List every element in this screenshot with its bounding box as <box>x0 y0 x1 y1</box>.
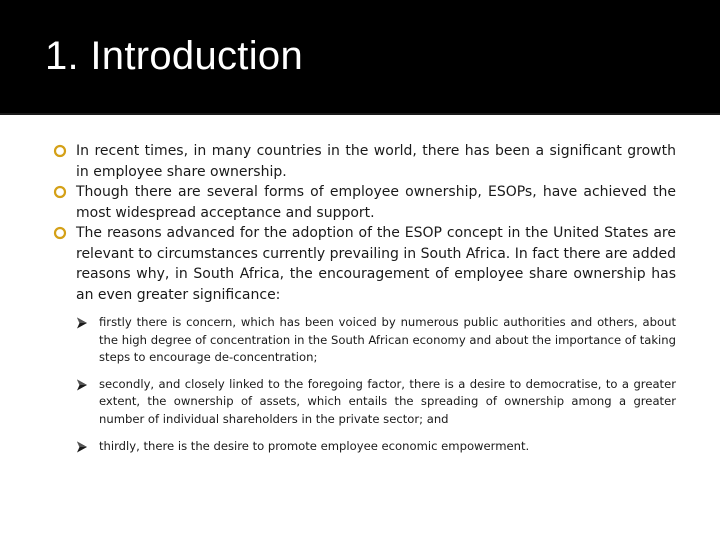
arrowhead-bullet-icon <box>76 379 88 391</box>
hollow-circle-bullet-icon <box>53 185 67 199</box>
bullet-text: In recent times, in many countries in the world, there has been a significant growth in employee share ownership. <box>76 143 676 180</box>
arrowhead-bullet-icon <box>76 317 88 329</box>
bullet-text: The reasons advanced for the adoption of the ESOP concept in the United States are relevant to circumstances currently prevailing in South Africa. In fact there are added reasons why, in South Africa, the encouragement of employee share ownership has an even greater significance: <box>76 225 676 303</box>
sub-bullet-item <box>76 438 676 456</box>
bullet-item <box>53 141 676 182</box>
bullet-text: Though there are several forms of employee ownership, ESOPs, have achieved the most widespread acceptance and support. <box>76 184 676 221</box>
hollow-circle-bullet-icon <box>53 144 67 158</box>
sub-bullet-text: secondly, and closely linked to the foregoing factor, there is a desire to democratise, to a greater extent, the ownership of assets, which entails the spreading of ownership among a greater number of individual shareholders in the private sector; and <box>99 376 676 426</box>
sub-bullet-item <box>76 314 676 367</box>
title-band <box>0 0 720 115</box>
bullet-item <box>53 223 676 305</box>
arrowhead-bullet-icon <box>76 441 88 453</box>
sub-bullet-text: firstly there is concern, which has been voiced by numerous public authorities and others, about the high degree of concentration in the South African economy and about the importance of taking steps to encourage de-concentration; <box>99 315 676 365</box>
hollow-circle-bullet-icon <box>53 226 67 240</box>
sub-bullet-list <box>53 314 676 455</box>
sub-bullet-text: thirdly, there is the desire to promote employee economic empowerment. <box>99 438 530 453</box>
bullet-item <box>53 182 676 223</box>
sub-bullet-item <box>76 376 676 429</box>
slide-title: 1. Introduction <box>45 34 303 78</box>
slide-content <box>53 141 676 464</box>
